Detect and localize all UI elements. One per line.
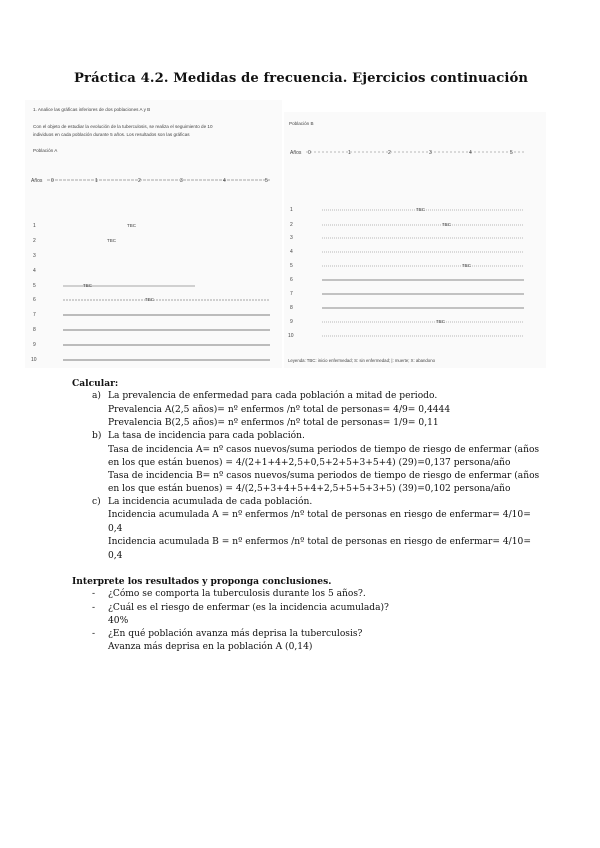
item-c-marker: c): [92, 497, 101, 507]
question-1: ¿Cómo se comporta la tuberculosis durante los 5 años?.: [108, 589, 366, 599]
tick-0: 0: [308, 150, 311, 156]
tick-1: 1: [95, 178, 98, 184]
tick-0: 0: [51, 178, 54, 184]
graph-poblacion-b: [284, 142, 546, 368]
item-b-line3: Tasa de incidencia B= nº casos nuevos/suma periodos de tiempo de riesgo de enfermar (años: [108, 471, 540, 481]
row-label-5: 5: [290, 263, 293, 269]
item-c-text: La incidencia acumulada de cada población.: [108, 497, 313, 507]
bullet-dash: -: [92, 589, 96, 599]
item-b-line1: Tasa de incidencia A= nº casos nuevos/suma periodos de tiempo de riesgo de enfermar (años: [108, 445, 540, 455]
row-label-2: 2: [290, 222, 293, 228]
graph-poblacion-a: [25, 170, 282, 368]
answer-3: Avanza más deprisa en la población A (0,14): [108, 642, 313, 652]
row-label-8: 8: [33, 327, 36, 333]
row-label-4: 4: [290, 249, 293, 255]
row-label-5: 5: [33, 283, 36, 289]
figure-legend: Leyenda: TBC: inicio enfermedad; S: sin enfermedad; |: muerte; X: abandono: [288, 358, 435, 363]
row-mark: TBC: [442, 222, 451, 227]
tick-5: 5: [265, 178, 268, 184]
tick-4: 4: [223, 178, 226, 184]
tick-2: 2: [138, 178, 141, 184]
bullet-dash: -: [92, 629, 96, 639]
row-label-7: 7: [33, 312, 36, 318]
row-mark: TBC: [83, 283, 92, 288]
axis-label: Años: [290, 150, 302, 156]
item-c-line3: Incidencia acumulada B = nº enfermos /nº total de personas en riesgo de enfermar= 4/10=: [108, 537, 531, 547]
axis-label: Años: [31, 178, 43, 184]
item-c-line2: 0,4: [108, 524, 123, 534]
row-label-10: 10: [288, 333, 294, 339]
item-c-line1: Incidencia acumulada A = nº enfermos /nº total de personas en riesgo de enfermar= 4/10=: [108, 510, 531, 520]
item-b-line2: en los que están buenos) = 4/(2+1+4+2,5+0,5+2+5+3+5+4) (29)=0,137 persona/año: [108, 458, 511, 468]
tick-5: 5: [510, 150, 513, 156]
row-label-2: 2: [33, 238, 36, 244]
tick-3: 3: [180, 178, 183, 184]
tick-3: 3: [429, 150, 432, 156]
row-label-9: 9: [33, 342, 36, 348]
row-label-1: 1: [33, 223, 36, 229]
question-3: ¿En qué población avanza más deprisa la tuberculosis?: [108, 629, 363, 639]
item-a-marker: a): [92, 391, 101, 401]
row-label-4: 4: [33, 268, 36, 274]
row-mark: TBC: [127, 223, 136, 228]
row-label-9: 9: [290, 319, 293, 325]
right-graph-label: Población B: [289, 121, 314, 126]
tick-4: 4: [469, 150, 472, 156]
page-title: Práctica 4.2. Medidas de frecuencia. Ejercicios continuación: [74, 71, 529, 86]
row-label-3: 3: [290, 235, 293, 241]
item-a-line1: Prevalencia A(2,5 años)= nº enfermos /nº total de personas= 4/9= 0,4444: [108, 405, 451, 415]
row-label-7: 7: [290, 291, 293, 297]
row-label-6: 6: [33, 297, 36, 303]
bullet-dash: -: [92, 603, 96, 613]
figure-intro-2: Con el objeto de estudiar la evolución de la tuberculosis, se realiza el seguimiento de 10: [33, 124, 213, 129]
row-label-3: 3: [33, 253, 36, 259]
row-label-10: 10: [31, 357, 37, 363]
item-b-text: La tasa de incidencia para cada población.: [108, 431, 305, 441]
row-mark: TBC: [107, 238, 116, 243]
tick-1: 1: [348, 150, 351, 156]
row-mark: TBC: [462, 263, 471, 268]
row-mark: TBC: [436, 319, 445, 324]
row-label-1: 1: [290, 207, 293, 213]
figure-intro-3: individuos en cada población durante 5 años. Los resultados son las gráficas: [33, 132, 190, 137]
question-2: ¿Cuál es el riesgo de enfermar (es la incidencia acumulada)?: [108, 603, 389, 613]
figure-intro-1: 1. Analice las gráficas inferiores de dos poblaciones A y B: [33, 107, 151, 112]
item-c-line4: 0,4: [108, 551, 123, 561]
item-a-line2: Prevalencia B(2,5 años)= nº enfermos /nº total de personas= 1/9= 0,11: [108, 418, 439, 428]
interprete-heading: Interprete los resultados y proponga conclusiones.: [72, 576, 332, 587]
calcular-heading: Calcular:: [72, 378, 119, 389]
item-b-marker: b): [92, 431, 102, 441]
left-graph-label: Población A: [33, 148, 58, 153]
row-mark: TBC: [416, 207, 425, 212]
item-a-text: La prevalencia de enfermedad para cada población a mitad de periodo.: [108, 391, 438, 401]
answer-2: 40%: [108, 616, 129, 626]
item-b-line4: en los que están buenos) = 4/(2,5+3+4+5+4+2,5+5+5+3+5) (39)=0,102 persona/año: [108, 484, 511, 494]
row-mark: TBC: [145, 297, 154, 302]
row-label-8: 8: [290, 305, 293, 311]
row-label-6: 6: [290, 277, 293, 283]
tick-2: 2: [388, 150, 391, 156]
